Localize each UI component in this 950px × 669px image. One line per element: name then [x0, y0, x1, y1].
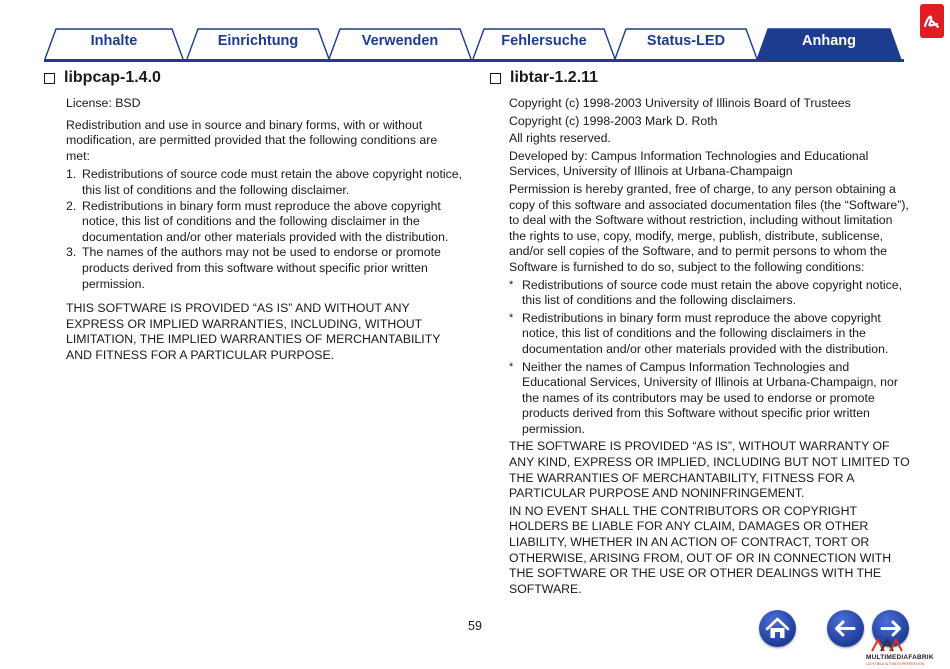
rights-line: All rights reserved.	[509, 131, 611, 146]
tab-einrichtung[interactable]	[186, 28, 330, 59]
tab-inhalte[interactable]	[44, 28, 184, 59]
section-heading	[44, 66, 464, 90]
section-libtar	[490, 66, 910, 599]
brand-tagline: LICHT BILD & TON IN PERFEKTION	[866, 662, 925, 666]
tab-label: Verwenden	[361, 33, 439, 49]
brand-mark-icon	[870, 638, 910, 652]
tab-fehlersuche[interactable]	[472, 28, 616, 59]
conditions-list	[509, 278, 910, 438]
tab-status-led[interactable]	[614, 28, 758, 59]
home-icon	[759, 610, 796, 647]
developed-paragraph: Developed by: Campus Information Technologies and Educational Services, University of Illinois at Urbana-Champaign	[509, 148, 869, 179]
tab-label: Einrichtung	[217, 33, 299, 49]
tab-label: Inhalte	[90, 33, 138, 49]
list-item: 1. Redistributions of source code must retain the above copyright notice, this list of conditions and the following disclaimer.	[66, 167, 463, 197]
asterisk-icon: *	[509, 311, 514, 324]
pdf-logo-icon	[920, 4, 944, 38]
section-body	[490, 96, 910, 597]
asterisk-icon: *	[509, 360, 514, 373]
square-bullet-icon	[44, 73, 55, 84]
square-bullet-icon	[490, 73, 501, 84]
asterisk-icon: *	[509, 278, 514, 291]
copyright-line: Copyright (c) 1998-2003 University of Illinois Board of Trustees	[509, 96, 851, 110]
tab-underline	[44, 59, 904, 62]
list-item: * Redistributions in binary form must reproduce the above copyright notice, this list of conditions and the following disclaimers in the documentation and/or other materials provided with the distribution.	[509, 310, 889, 356]
copyright-line: Copyright (c) 1998-2003 Mark D. Roth	[509, 113, 718, 128]
back-button[interactable]	[827, 610, 864, 647]
permission-paragraph: Permission is hereby granted, free of charge, to any person obtaining a copy of this software and associated documentation files (the “Software”), to deal with the Software without restriction, including without limitation the rights to use, copy, modify, merge, publish, distribute, sublicense, and/or sell copies of the Software, and to permit persons to whom the Software is furnished to do so, subject to the following conditions:	[509, 181, 909, 274]
brand-logo	[866, 638, 948, 666]
tab-verwenden[interactable]	[328, 28, 472, 59]
disclaimer-paragraph: THIS SOFTWARE IS PROVIDED “AS IS” AND WITHOUT ANY EXPRESS OR IMPLIED WARRANTIES, INCLUDING, WITHOUT LIMITATION, THE IMPLIED WARRANTIES OF MERCHANTABILITY AND FITNESS FOR A PARTICULAR PURPOSE.	[66, 301, 441, 362]
section-title: libpcap-1.4.0	[64, 69, 161, 86]
tab-anhang[interactable]	[756, 28, 902, 59]
section-heading	[490, 66, 910, 90]
section-title: libtar-1.2.11	[510, 69, 599, 86]
conditions-list	[66, 167, 464, 292]
tab-bar	[44, 28, 904, 60]
tab-label: Anhang	[802, 33, 856, 49]
page-number: 59	[468, 619, 482, 633]
list-item: * Redistributions of source code must retain the above copyright notice, this list of conditions and the following disclaimers.	[509, 277, 903, 308]
brand-name: MULTIMEDIAFABRIK	[866, 654, 934, 661]
list-item: * Neither the names of Campus Information Technologies and Educational Services, University of Illinois at Urbana-Champaign, nor the names of its contributors may be used to endorse or promote products derived from this Software without specific prior written permission.	[509, 359, 898, 436]
tab-label: Status-LED	[646, 33, 726, 49]
tab-label: Fehlersuche	[501, 33, 587, 49]
warranty-paragraph: THE SOFTWARE IS PROVIDED “AS IS”, WITHOUT WARRANTY OF ANY KIND, EXPRESS OR IMPLIED, INCLUDING BUT NOT LIMITED TO THE WARRANTIES OF MERCHANTABILITY, FITNESS FOR A PARTICULAR PURPOSE AND NONINFRINGEMENT.	[509, 439, 910, 501]
arrow-left-icon	[827, 610, 864, 647]
list-item: 3. The names of the authors may not be used to endorse or promote products derived from this software without specific prior written permission.	[66, 245, 441, 291]
section-libpcap	[44, 66, 464, 366]
liability-paragraph: IN NO EVENT SHALL THE CONTRIBUTORS OR COPYRIGHT HOLDERS BE LIABLE FOR ANY CLAIM, DAMAGES OR OTHER LIABILITY, WHETHER IN AN ACTION OF CONTRACT, TORT OR OTHERWISE, ARISING FROM, OUT OF OR IN CONNECTION WITH THE SOFTWARE OR THE USE OR OTHER DEALINGS WITH THE SOFTWARE.	[509, 503, 892, 596]
home-button[interactable]	[759, 610, 796, 647]
list-item: 2. Redistributions in binary form must reproduce the above copyright notice, this list of conditions and the following disclaimer in the documentation and/or other materials provided with the distribution.	[66, 198, 449, 244]
section-body	[44, 96, 464, 364]
license-line: License: BSD	[66, 96, 141, 110]
intro-paragraph: Redistribution and use in source and binary forms, with or without modification, are permitted provided that the following conditions are met:	[66, 117, 438, 163]
